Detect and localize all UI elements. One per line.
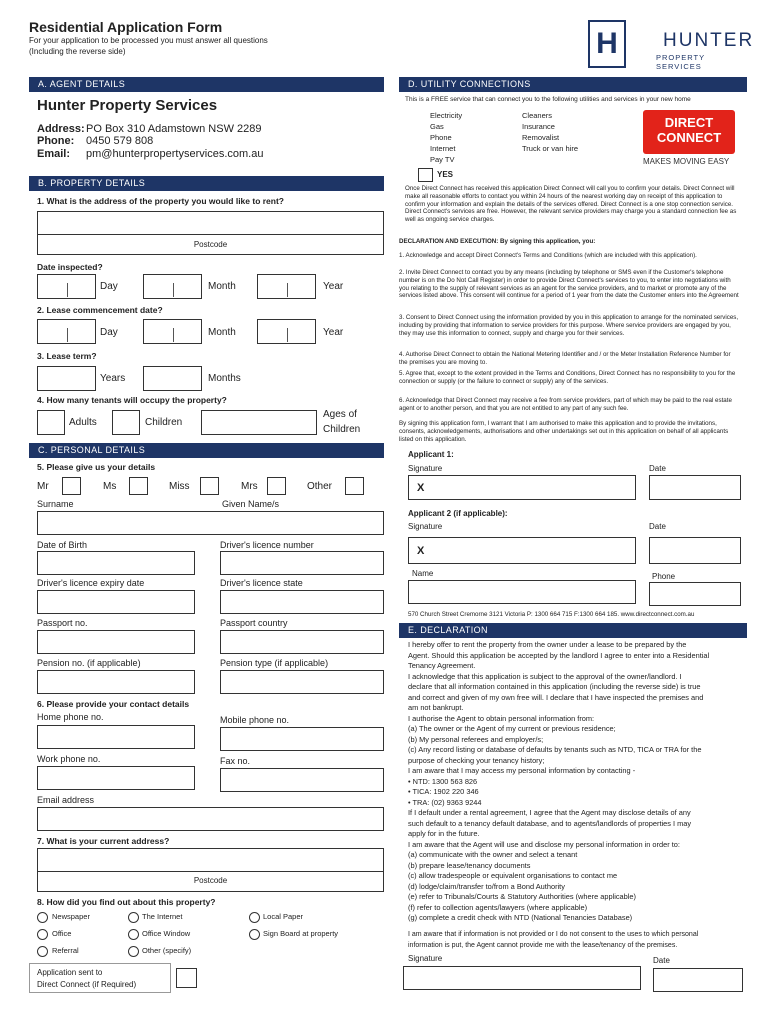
declaration-line: Agent. Should this application be accepted by the landlord I agree to enter into a Residential xyxy=(408,650,710,660)
referral-radio[interactable] xyxy=(37,946,48,957)
work-phone-label: Work phone no. xyxy=(37,754,101,764)
passport-no-input[interactable] xyxy=(37,630,195,654)
personal-details-band: C. PERSONAL DETAILS xyxy=(29,443,384,458)
declaration-line: I acknowledge that this application is subject to the approval of the owner/landlord. I xyxy=(408,671,682,681)
declaration-line: • TICA: 1902 220 346 xyxy=(408,787,479,796)
title-other-label: Other xyxy=(307,481,333,492)
surname-given-input[interactable] xyxy=(37,511,384,535)
property-address-input[interactable] xyxy=(37,211,384,255)
applicant-2-date-label: Date xyxy=(649,522,666,531)
utility-truck: Truck or van hire xyxy=(522,144,578,153)
decl-item-6: 6. Acknowledge that Direct Connect may receive a fee from service providers, part of which may be paid to the real estate agent or to another person, and that you are not entitled to any part of any such fee. xyxy=(399,397,732,412)
lease-day-input[interactable] xyxy=(37,319,96,344)
lease-months-input[interactable] xyxy=(143,366,202,391)
form-title: Residential Application Form xyxy=(29,19,223,35)
title-mrs-label: Mrs xyxy=(241,481,258,492)
declaration-line: Tenancy Agreement. xyxy=(408,661,476,670)
licence-state-input[interactable] xyxy=(220,590,384,614)
decl-item-5: 5. Agree that, except to the extent provided in the Terms and Conditions, Direct Connect has no responsibility to you for the connection or supply (or the failure to connect or supply) any of the services. xyxy=(399,370,736,385)
applicant-1-date-input[interactable] xyxy=(649,475,741,500)
other-specify-radio[interactable] xyxy=(128,946,139,957)
subtitle-2: (Including the reverse side) xyxy=(29,47,126,56)
passport-country-input[interactable] xyxy=(220,630,384,654)
utility-list-2 xyxy=(522,110,578,154)
passport-country-label: Passport country xyxy=(220,618,288,628)
inspected-day-label: Day xyxy=(100,281,118,292)
licence-expiry-input[interactable] xyxy=(37,590,195,614)
question-5: 5. Please give us your details xyxy=(37,462,156,472)
logo-mark: H xyxy=(588,20,626,68)
declaration-line: declare that all information contained in this application (including the reverse side) is true xyxy=(408,682,701,691)
utility-gas: Gas xyxy=(430,122,444,131)
applicant-phone-input[interactable] xyxy=(649,582,741,606)
declaration-final-2: information is put, the Agent cannot provide me with the lease/tenancy of the premises. xyxy=(408,942,678,949)
declaration-signature-label: Signature xyxy=(408,954,443,963)
declaration-signature-input[interactable] xyxy=(403,966,641,990)
current-postcode-divider xyxy=(38,871,383,872)
signing-statement: By signing this application form, I warrant that I am authorised to make this application and to provide the invitations, consents, acknowledgements, authorisations and other undertakings set out in this application on behalf of all applicants listed on this application. xyxy=(399,420,729,443)
mobile-phone-label: Mobile phone no. xyxy=(220,715,290,725)
declaration-line: am not bankrupt. xyxy=(408,703,464,712)
inspected-year-label: Year xyxy=(323,281,344,292)
applicant-1-signature-label: Signature xyxy=(408,464,443,473)
declaration-line: purpose of checking your tenancy history; xyxy=(408,755,545,765)
declaration-final-1: I am aware that if information is not provided or I do not consent to the uses to which personal xyxy=(408,931,699,938)
lease-month-label: Month xyxy=(208,327,236,338)
applicant-1-x: X xyxy=(417,482,425,494)
question-2: 2. Lease commencement date? xyxy=(37,305,163,315)
applicant-1-date-label: Date xyxy=(649,464,666,473)
office-label: Office xyxy=(52,929,72,938)
decl-item-1: 1. Acknowledge and accept Direct Connect's Terms and Conditions (which are included with this application). xyxy=(399,252,697,259)
question-6: 6. Please provide your contact details xyxy=(37,699,190,709)
mobile-phone-input[interactable] xyxy=(220,727,384,751)
pension-no-label: Pension no. (if applicable) xyxy=(37,658,141,668)
home-phone-label: Home phone no. xyxy=(37,712,104,722)
lease-months-label: Months xyxy=(208,373,241,384)
title-mrs-checkbox[interactable] xyxy=(267,477,286,495)
pension-no-input[interactable] xyxy=(37,670,195,694)
utility-insurance: Insurance xyxy=(522,122,555,131)
fax-input[interactable] xyxy=(220,768,384,792)
question-8: 8. How did you find out about this property? xyxy=(37,897,216,907)
pension-type-input[interactable] xyxy=(220,670,384,694)
declaration-line: I authorise the Agent to obtain personal information from: xyxy=(408,713,595,723)
title-miss-checkbox[interactable] xyxy=(200,477,219,495)
applicant-2-date-input[interactable] xyxy=(649,537,741,564)
lease-day-label: Day xyxy=(100,327,118,338)
declaration-heading: DECLARATION AND EXECUTION: By signing this application, you: xyxy=(399,238,596,245)
logo-direct: DIRECT xyxy=(664,115,714,130)
surname-label: Surname xyxy=(37,499,74,509)
utility-connections-band: D. UTILITY CONNECTIONS xyxy=(399,77,747,92)
declaration-line: (g) complete a credit check with NTD (National Tenancies Database) xyxy=(408,913,633,922)
lease-year-input[interactable] xyxy=(257,319,316,344)
internet-label: The Internet xyxy=(142,912,183,921)
title-other-checkbox[interactable] xyxy=(345,477,364,495)
declaration-line: (a) communicate with the owner and select a tenant xyxy=(408,850,578,859)
decl-item-4: 4. Authorise Direct Connect to obtain the National Metering Identifier and / or the Meter Installation Reference Number for the premises you are moving to. xyxy=(399,351,731,366)
utility-paytv: Pay TV xyxy=(430,155,455,164)
newspaper-radio[interactable] xyxy=(37,912,48,923)
declaration-line: and correct and given of my own free will. I declare that I have inspected the premises and xyxy=(408,692,704,702)
sign-board-radio[interactable] xyxy=(249,929,260,940)
dob-label: Date of Birth xyxy=(37,540,88,550)
utility-intro: This is a FREE service that can connect you to the following utilities and services in your new home xyxy=(405,96,691,103)
agent-address: PO Box 310 Adamstown NSW 2289 xyxy=(86,123,262,135)
utility-phone: Phone xyxy=(430,133,452,142)
agent-phone: 0450 579 808 xyxy=(86,135,154,147)
declaration-date-label: Date xyxy=(653,956,670,965)
lease-years-label: Years xyxy=(100,373,126,384)
utility-list-1 xyxy=(430,110,462,165)
adults-input[interactable] xyxy=(37,410,65,435)
utility-internet: Internet xyxy=(430,144,456,153)
other-specify-label: Other (specify) xyxy=(142,946,192,955)
declaration-line: • NTD: 1300 563 826 xyxy=(408,776,478,786)
given-name-label: Given Name/s xyxy=(222,499,280,509)
direct-connect-required-label: Direct Connect (if Required) xyxy=(37,980,137,989)
declaration-line: (c) Any record listing or database of defaults by tenants such as NTD, TICA or TRA for the xyxy=(408,745,702,754)
children-label: Children xyxy=(145,417,183,428)
current-postcode-label: Postcode xyxy=(193,876,228,885)
lease-year-label: Year xyxy=(323,327,344,338)
postcode-divider xyxy=(38,234,383,235)
agent-email: pm@hunterpropertyservices.com.au xyxy=(86,148,264,160)
question-1: 1. What is the address of the property you would like to rent? xyxy=(37,196,285,206)
licence-state-label: Driver's licence state xyxy=(220,578,303,588)
dob-input[interactable] xyxy=(37,551,195,575)
decl-item-2: 2. Invite Direct Connect to contact you by any means (including by telephone or SMS even if the Customer's telephone number is on the Do Not Call Register) in order to provide Direct Connect's services to you, to enter into negotiations with you relating to the supply of relevant services as an agent for the service providers, and to market or promote any of the services listed above. This consent will continue for a period of 1 year from the date the Customer enters into the Agreement xyxy=(399,269,739,300)
applicant-2-signature-label: Signature xyxy=(408,522,443,531)
local-paper-label: Local Paper xyxy=(263,912,304,921)
title-miss-label: Miss xyxy=(169,481,190,492)
newspaper-label: Newspaper xyxy=(52,912,90,921)
lease-month-input[interactable] xyxy=(143,319,202,344)
utility-cleaners: Cleaners xyxy=(522,111,553,120)
ages-of-label: Ages of xyxy=(323,409,357,420)
office-radio[interactable] xyxy=(37,929,48,940)
declaration-line: (d) lodge/claim/transfer to/from a Bond Authority xyxy=(408,881,565,891)
utility-paragraph: Once Direct Connect has received this application Direct Connect will call you to confirm your details. Direct Connect will make all reasonable efforts to contact you within 24 hours of the nearest working day on receipt of this application to confirm your information and explain the details of the services offered. Direct Connect is a one stop connection service. Direct Connect's services are free. However, the relevant service providers may charge you a standard connection fee as well as ongoing service charges. xyxy=(405,185,737,224)
pension-type-label: Pension type (if applicable) xyxy=(220,658,329,668)
ages-children-label: Children xyxy=(323,424,361,435)
internet-radio[interactable] xyxy=(128,912,139,923)
title-ms-checkbox[interactable] xyxy=(129,477,148,495)
applicant-phone-label: Phone xyxy=(652,572,676,581)
inspected-month-label: Month xyxy=(208,281,236,292)
declaration-date-input[interactable] xyxy=(653,968,743,992)
declaration-line: • TRA: (02) 9363 9244 xyxy=(408,797,482,807)
licence-expiry-label: Driver's licence expiry date xyxy=(37,578,145,588)
question-4: 4. How many tenants will occupy the property? xyxy=(37,395,227,405)
adults-label: Adults xyxy=(69,417,97,428)
application-sent-label: Application sent to xyxy=(37,968,103,977)
property-details-band: B. PROPERTY DETAILS xyxy=(29,176,384,191)
title-mr-label: Mr xyxy=(37,481,49,492)
home-phone-input[interactable] xyxy=(37,725,195,749)
date-inspected-label: Date inspected? xyxy=(37,262,103,272)
work-phone-input[interactable] xyxy=(37,766,195,790)
declaration-line: If I default under a rental agreement, I agree that the Agent may disclose details of any xyxy=(408,808,691,817)
current-address-input[interactable] xyxy=(37,848,384,892)
declaration-line: such default to a tenancy default database, and to agents/landlords of properties I may xyxy=(408,818,692,828)
applicant-name-input[interactable] xyxy=(408,580,636,604)
agent-details-band: A. AGENT DETAILS xyxy=(29,77,384,92)
logo-name: HUNTER xyxy=(663,30,755,51)
logo-tagline: PROPERTY SERVICES xyxy=(656,53,705,71)
question-7: 7. What is your current address? xyxy=(37,836,170,846)
declaration-line: (a) The owner or the Agent of my current or previous residence; xyxy=(408,724,616,733)
utility-electricity: Electricity xyxy=(430,111,463,120)
declaration-line: (e) refer to Tribunals/Courts & Statutory Authorities (where applicable) xyxy=(408,892,636,901)
applicant-name-label: Name xyxy=(412,569,434,578)
direct-connect-tagline: MAKES MOVING EASY xyxy=(643,157,730,166)
declaration-line: (b) prepare lease/tenancy documents xyxy=(408,860,531,870)
declaration-line: I hereby offer to rent the property from the owner under a lease to be prepared by the xyxy=(408,640,687,649)
inspected-year-input[interactable] xyxy=(257,274,316,299)
passport-no-label: Passport no. xyxy=(37,618,88,628)
local-paper-radio[interactable] xyxy=(249,912,260,923)
application-sent-checkbox[interactable] xyxy=(176,968,197,988)
lease-years-input[interactable] xyxy=(37,366,96,391)
yes-label: YES xyxy=(437,170,454,179)
declaration-line: I am aware that I may access my personal information by contacting - xyxy=(408,766,636,775)
logo-connect: CONNECT xyxy=(656,130,722,145)
declaration-band: E. DECLARATION xyxy=(399,623,747,638)
declaration-line: (b) My personal referees and employer/s; xyxy=(408,734,544,744)
utility-removalist: Removalist xyxy=(522,133,560,142)
applicant-2-signature-input[interactable] xyxy=(408,537,636,564)
hunter-logo xyxy=(588,20,755,71)
licence-number-label: Driver's licence number xyxy=(220,540,314,550)
title-ms-label: Ms xyxy=(103,481,117,492)
question-3: 3. Lease term? xyxy=(37,351,97,361)
direct-connect-footer: 570 Church Street Cremorne 3121 Victoria P: 1300 664 715 F:1300 664 185. www.directconnect.com.au xyxy=(408,611,695,618)
property-postcode-label: Postcode xyxy=(193,240,228,249)
subtitle: For your application to be processed you must answer all questions xyxy=(29,36,268,45)
email-input[interactable] xyxy=(37,807,384,831)
agent-address-label: Address: xyxy=(37,123,85,135)
applicant-1-label: Applicant 1: xyxy=(408,450,454,459)
direct-connect-logo xyxy=(643,110,735,154)
office-window-label: Office Window xyxy=(142,929,191,938)
applicant-2-label: Applicant 2 (if applicable): xyxy=(408,509,508,518)
inspected-day-input[interactable] xyxy=(37,274,96,299)
title-mr-checkbox[interactable] xyxy=(62,477,81,495)
declaration-line: (c) allow tradespeople or equivalent organisations to contact me xyxy=(408,871,618,880)
agent-name: Hunter Property Services xyxy=(37,97,218,114)
sign-board-label: Sign Board at property xyxy=(263,929,339,938)
yes-checkbox[interactable] xyxy=(418,168,433,182)
declaration-line: apply for in the future. xyxy=(408,829,480,838)
decl-item-3: 3. Consent to Direct Connect using the information provided by you in this application to arrange for the nominated services, including by providing that information to service providers for this purpose. Where service providers are engaged by you, they may use this information to connect, supply and charge you for their services. xyxy=(399,314,739,337)
ages-input[interactable] xyxy=(201,410,317,435)
applicant-1-signature-input[interactable] xyxy=(408,475,636,500)
declaration-text xyxy=(408,640,744,924)
referral-label: Referral xyxy=(52,946,79,955)
agent-phone-label: Phone: xyxy=(37,135,75,147)
declaration-line: I am aware that the Agent will use and disclose my personal information in order to: xyxy=(408,839,680,849)
children-input[interactable] xyxy=(112,410,140,435)
licence-number-input[interactable] xyxy=(220,551,384,575)
agent-email-label: Email: xyxy=(37,148,71,160)
email-label: Email address xyxy=(37,795,95,805)
applicant-2-x: X xyxy=(417,545,425,557)
inspected-month-input[interactable] xyxy=(143,274,202,299)
declaration-line: (f) refer to collection agents/lawyers (where applicable) xyxy=(408,902,588,912)
fax-label: Fax no. xyxy=(220,756,251,766)
office-window-radio[interactable] xyxy=(128,929,139,940)
